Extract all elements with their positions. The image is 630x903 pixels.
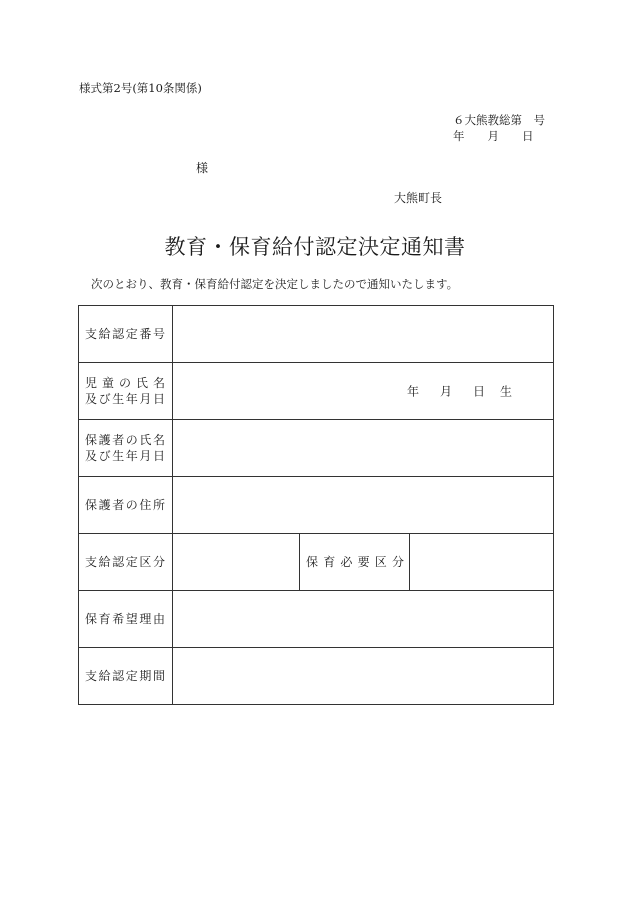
row-label — [79, 477, 173, 534]
sub-label: 保育必要区分 — [306, 555, 404, 569]
row-label-line: 保育希望理由 — [85, 612, 165, 626]
value-cell — [173, 420, 554, 477]
form-table — [78, 305, 554, 705]
row-label — [79, 648, 173, 705]
table-row — [79, 306, 554, 363]
date-of-birth — [407, 383, 513, 400]
dob-month: 月 — [439, 384, 453, 399]
document-date: 年 月 日 — [453, 129, 534, 143]
table-row — [79, 420, 554, 477]
row-label — [79, 306, 173, 363]
row-label — [79, 534, 173, 591]
value-cell — [173, 534, 300, 591]
row-label-line: 支給認定番号 — [85, 327, 165, 341]
table-row — [79, 477, 554, 534]
value-cell — [173, 363, 554, 420]
dob-suffix: 生 — [500, 384, 514, 399]
value-cell — [173, 648, 554, 705]
value-cell — [410, 534, 554, 591]
issuer: 大熊町長 — [394, 191, 443, 205]
row-label — [79, 420, 173, 477]
table-row — [79, 363, 554, 420]
addressee-suffix: 様 — [196, 161, 209, 175]
row-label-line: 及び生年月日 — [85, 449, 165, 463]
value-cell — [173, 477, 554, 534]
row-label — [79, 591, 173, 648]
row-label-line: 保護者の住所 — [85, 498, 165, 512]
table-row — [79, 648, 554, 705]
form-number: 様式第2号(第10条関係) — [79, 81, 202, 95]
value-cell — [173, 306, 554, 363]
dob-day: 日 — [472, 384, 486, 399]
row-label-line: 及び生年月日 — [85, 392, 165, 406]
row-label-line: 保護者の氏名 — [85, 433, 165, 447]
document-number: ６大熊教総第 号 — [453, 113, 545, 127]
sub-label-cell — [300, 534, 410, 591]
document-title: 教育・保育給付認定決定通知書 — [164, 235, 466, 259]
dob-year: 年 — [406, 384, 420, 399]
value-cell — [173, 591, 554, 648]
row-label-line: 支給認定区分 — [85, 555, 165, 569]
intro-text: 次のとおり、教育・保育給付認定を決定しましたので通知いたします。 — [91, 277, 459, 291]
row-label — [79, 363, 173, 420]
table-row — [79, 591, 554, 648]
table-row — [79, 534, 554, 591]
row-label-line: 支給認定期間 — [85, 669, 165, 683]
row-label-line: 児童の氏名 — [85, 376, 165, 390]
